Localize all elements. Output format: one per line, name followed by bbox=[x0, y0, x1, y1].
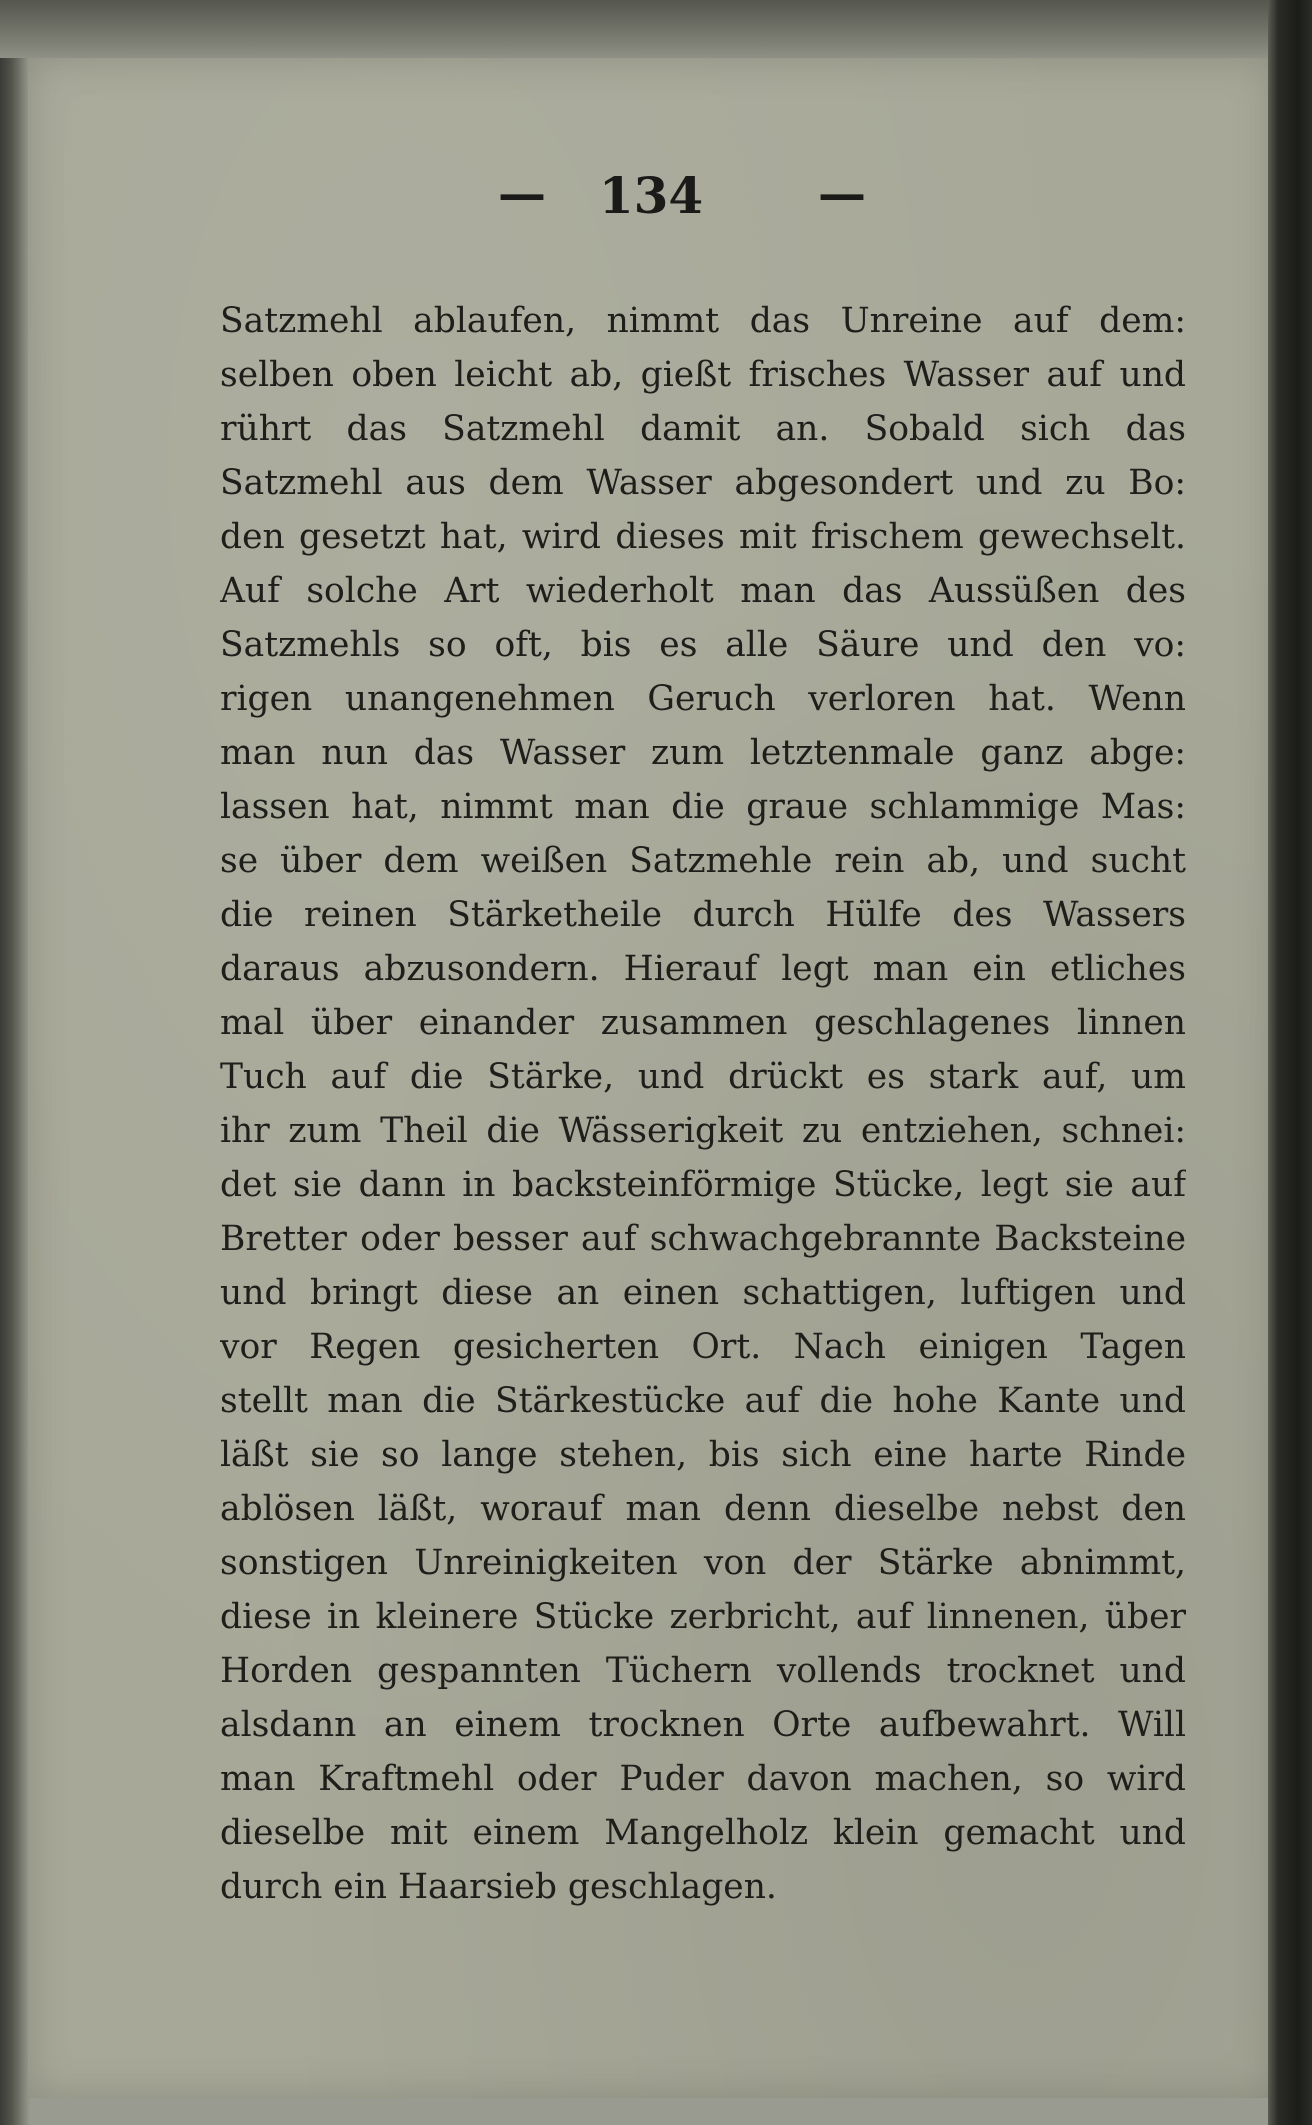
text-line: diese in kleinere Stücke zerbricht, auf linnenen, über bbox=[220, 1597, 1186, 1637]
page-header bbox=[28, 166, 1274, 246]
text-line: daraus abzusondern. Hierauf legt man ein etliches bbox=[220, 949, 1186, 989]
text-line: Bretter oder besser auf schwachgebrannte Backsteine bbox=[220, 1219, 1186, 1259]
text-line: ablösen läßt, worauf man denn dieselbe nebst den bbox=[220, 1489, 1186, 1529]
text-line: ihr zum Theil die Wässerigkeit zu entziehen, schnei: bbox=[220, 1111, 1186, 1151]
text-line: rührt das Satzmehl damit an. Sobald sich das bbox=[220, 409, 1186, 449]
text-line: man Kraftmehl oder Puder davon machen, so wird bbox=[220, 1759, 1186, 1799]
text-line: man nun das Wasser zum letztenmale ganz abge: bbox=[220, 733, 1186, 773]
text-line: rigen unangenehmen Geruch verloren hat. Wenn bbox=[220, 679, 1186, 719]
text-line: lassen hat, nimmt man die graue schlammige Mas: bbox=[220, 787, 1186, 827]
header-dash-left: — bbox=[498, 166, 542, 222]
page-number: 134 bbox=[598, 166, 704, 225]
text-line: Tuch auf die Stärke, und drückt es stark auf, um bbox=[220, 1057, 1186, 1097]
text-line: vor Regen gesicherten Ort. Nach einigen Tagen bbox=[220, 1327, 1186, 1367]
text-line: Horden gespannten Tüchern vollends trocknet und bbox=[220, 1651, 1186, 1691]
text-line: mal über einander zusammen geschlagenes linnen bbox=[220, 1003, 1186, 1043]
body-text bbox=[220, 294, 1186, 1914]
text-line: dieselbe mit einem Mangelholz klein gemacht und bbox=[220, 1813, 1186, 1853]
text-line: die reinen Stärketheile durch Hülfe des Wassers bbox=[220, 895, 1186, 935]
text-line: alsdann an einem trocknen Orte aufbewahrt. Will bbox=[220, 1705, 1186, 1745]
book-binding-edge bbox=[1268, 0, 1312, 2125]
scan-top-edge bbox=[0, 0, 1312, 58]
text-line: sonstigen Unreinigkeiten von der Stärke abnimmt, bbox=[220, 1543, 1186, 1583]
text-line: den gesetzt hat, wird dieses mit frischem gewechselt. bbox=[220, 517, 1186, 557]
text-line: Satzmehl ablaufen, nimmt das Unreine auf dem: bbox=[220, 301, 1186, 341]
text-line: läßt sie so lange stehen, bis sich eine harte Rinde bbox=[220, 1435, 1186, 1475]
book-page bbox=[28, 58, 1274, 2098]
text-line: Auf solche Art wiederholt man das Aussüßen des bbox=[220, 571, 1186, 611]
text-line: selben oben leicht ab, gießt frisches Wasser auf und bbox=[220, 355, 1186, 395]
text-line: Satzmehl aus dem Wasser abgesondert und zu Bo: bbox=[220, 463, 1186, 503]
header-dash-right: — bbox=[818, 166, 862, 222]
text-line: det sie dann in backsteinförmige Stücke, legt sie auf bbox=[220, 1165, 1186, 1205]
text-line: Satzmehls so oft, bis es alle Säure und den vo: bbox=[220, 625, 1186, 665]
text-line: und bringt diese an einen schattigen, luftigen und bbox=[220, 1273, 1186, 1313]
text-line: durch ein Haarsieb geschlagen. bbox=[220, 1867, 777, 1907]
text-line: se über dem weißen Satzmehle rein ab, und sucht bbox=[220, 841, 1186, 881]
text-line: stellt man die Stärkestücke auf die hohe Kante und bbox=[220, 1381, 1186, 1421]
